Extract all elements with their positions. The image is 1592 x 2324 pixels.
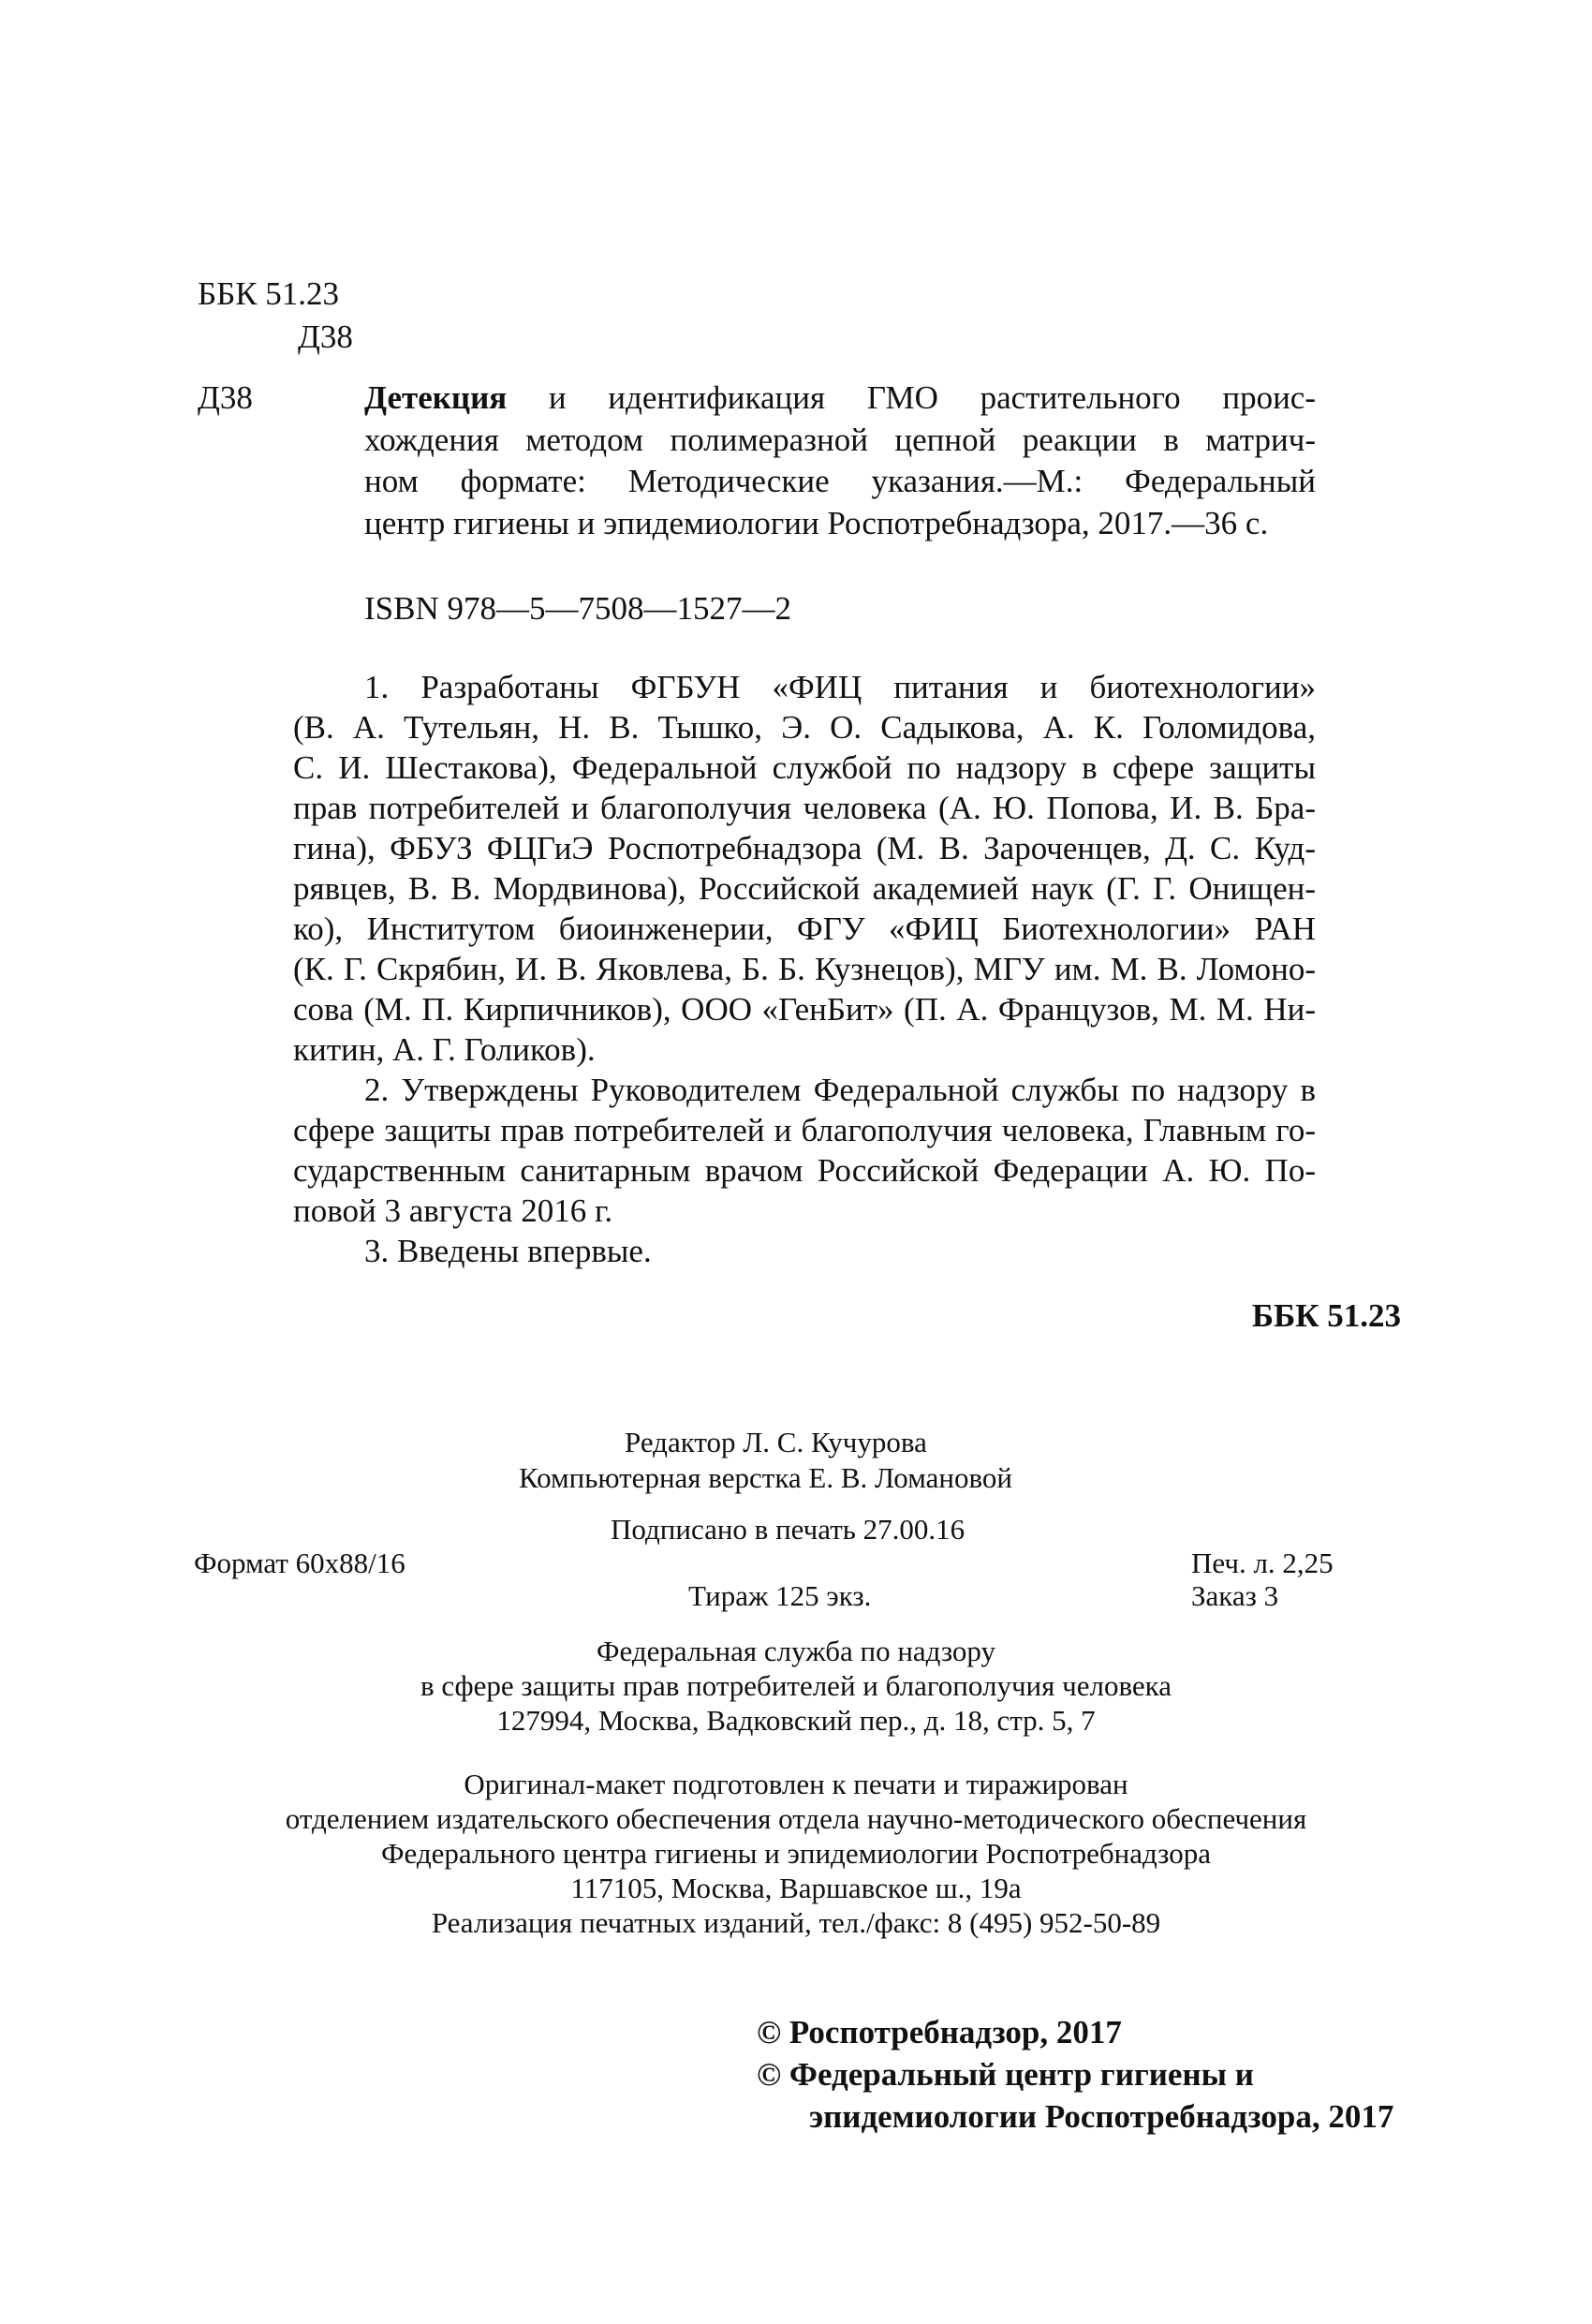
copyright-2: © Федеральный центр гигиены и bbox=[757, 2056, 1254, 2093]
note2-line-4: повой 3 августа 2016 г. bbox=[293, 1192, 613, 1229]
printer-line-3: Федерального центра гигиены и эпидемиологии Роспотребнадзора bbox=[381, 1837, 1211, 1870]
print-run: Тираж 125 экз. bbox=[688, 1579, 872, 1612]
isbn: ISBN 978—5—7508—1527—2 bbox=[364, 590, 791, 627]
note1-line-1: 1. Разработаны ФГБУН «ФИЦ питания и биотехнологии» bbox=[364, 669, 1316, 705]
entry-line-2: хождения методом полимеразной цепной реакции в матрич- bbox=[364, 422, 1316, 458]
note3: 3. Введены впервые. bbox=[364, 1233, 652, 1269]
format: Формат 60x88/16 bbox=[194, 1547, 405, 1579]
entry-line-1: Детекция и идентификация ГМО растительного проис- bbox=[364, 379, 1316, 416]
note2-line-1: 2. Утверждены Руководителем Федеральной службы по надзору в bbox=[364, 1072, 1316, 1108]
entry-line-4: центр гигиены и эпидемиологии Роспотребнадзора, 2017.—36 с. bbox=[364, 505, 1269, 541]
copyright-1: © Роспотребнадзор, 2017 bbox=[757, 2014, 1122, 2050]
editor: Редактор Л. С. Кучурова bbox=[625, 1426, 927, 1458]
print-sheets: Печ. л. 2,25 bbox=[1191, 1547, 1334, 1579]
printer-phone: Реализация печатных изданий, тел./факс: 8 (495) 952-50-89 bbox=[431, 1906, 1161, 1939]
note1-line-7: ко), Институтом биоинженерии, ФГУ «ФИЦ Биотехнологии» РАН bbox=[293, 910, 1316, 947]
bbk-code: ББК 51.23 bbox=[198, 275, 340, 312]
author-mark: Д38 bbox=[298, 318, 353, 355]
note1-line-9: сова (М. П. Кирпичников), ООО «ГенБит» (П. А. Французов, М. М. Ни- bbox=[293, 991, 1316, 1028]
entry-line-3: ном формате: Методические указания.—М.: Федеральный bbox=[364, 463, 1316, 499]
note1-line-2: (В. А. Тутельян, Н. В. Тышко, Э. О. Садыкова, А. К. Голомидова, bbox=[293, 709, 1316, 746]
entry-mark: Д38 bbox=[198, 379, 253, 416]
printer-line-2: отделением издательского обеспечения отдела научно-методического обеспечения bbox=[285, 1802, 1307, 1835]
signed-date: Подписано в печать 27.00.16 bbox=[611, 1513, 966, 1546]
printer-address: 117105, Москва, Варшавское ш., 19а bbox=[570, 1872, 1022, 1904]
note2-line-3: сударственным санитарным врачом Российской Федерации А. Ю. По- bbox=[293, 1152, 1316, 1189]
publisher-line-1: Федеральная служба по надзору bbox=[597, 1635, 995, 1667]
note1-line-4: прав потребителей и благополучия человека (А. Ю. Попова, И. В. Бра- bbox=[293, 790, 1316, 826]
note1-line-8: (К. Г. Скрябин, И. В. Яковлева, Б. Б. Кузнецов), МГУ им. М. В. Ломоно- bbox=[293, 951, 1316, 987]
publisher-address: 127994, Москва, Вадковский пер., д. 18, стр. 5, 7 bbox=[496, 1704, 1096, 1737]
layout-credit: Компьютерная верстка Е. В. Ломановой bbox=[519, 1461, 1012, 1494]
note1-line-5: гина), ФБУЗ ФЦГиЭ Роспотребнадзора (М. В. Зароченцев, Д. С. Куд- bbox=[293, 830, 1316, 866]
printer-line-1: Оригинал-макет подготовлен к печати и тиражирован bbox=[464, 1768, 1128, 1800]
publisher-line-2: в сфере защиты прав потребителей и благополучия человека bbox=[420, 1669, 1172, 1702]
note1-line-3: С. И. Шестакова), Федеральной службой по надзору в сфере защиты bbox=[293, 749, 1316, 786]
copyright-3: эпидемиологии Роспотребнадзора, 2017 bbox=[809, 2098, 1394, 2135]
note2-line-2: сфере защиты прав потребителей и благополучия человека, Главным го- bbox=[293, 1112, 1316, 1148]
note1-line-6: рявцев, В. В. Мордвинова), Российской академией наук (Г. Г. Онищен- bbox=[293, 870, 1316, 907]
order-number: Заказ 3 bbox=[1191, 1579, 1279, 1612]
entry-title-bold: Детекция bbox=[364, 379, 508, 416]
bbk-bold: ББК 51.23 bbox=[1251, 1297, 1401, 1334]
note1-line-10: китин, А. Г. Голиков). bbox=[293, 1031, 596, 1068]
